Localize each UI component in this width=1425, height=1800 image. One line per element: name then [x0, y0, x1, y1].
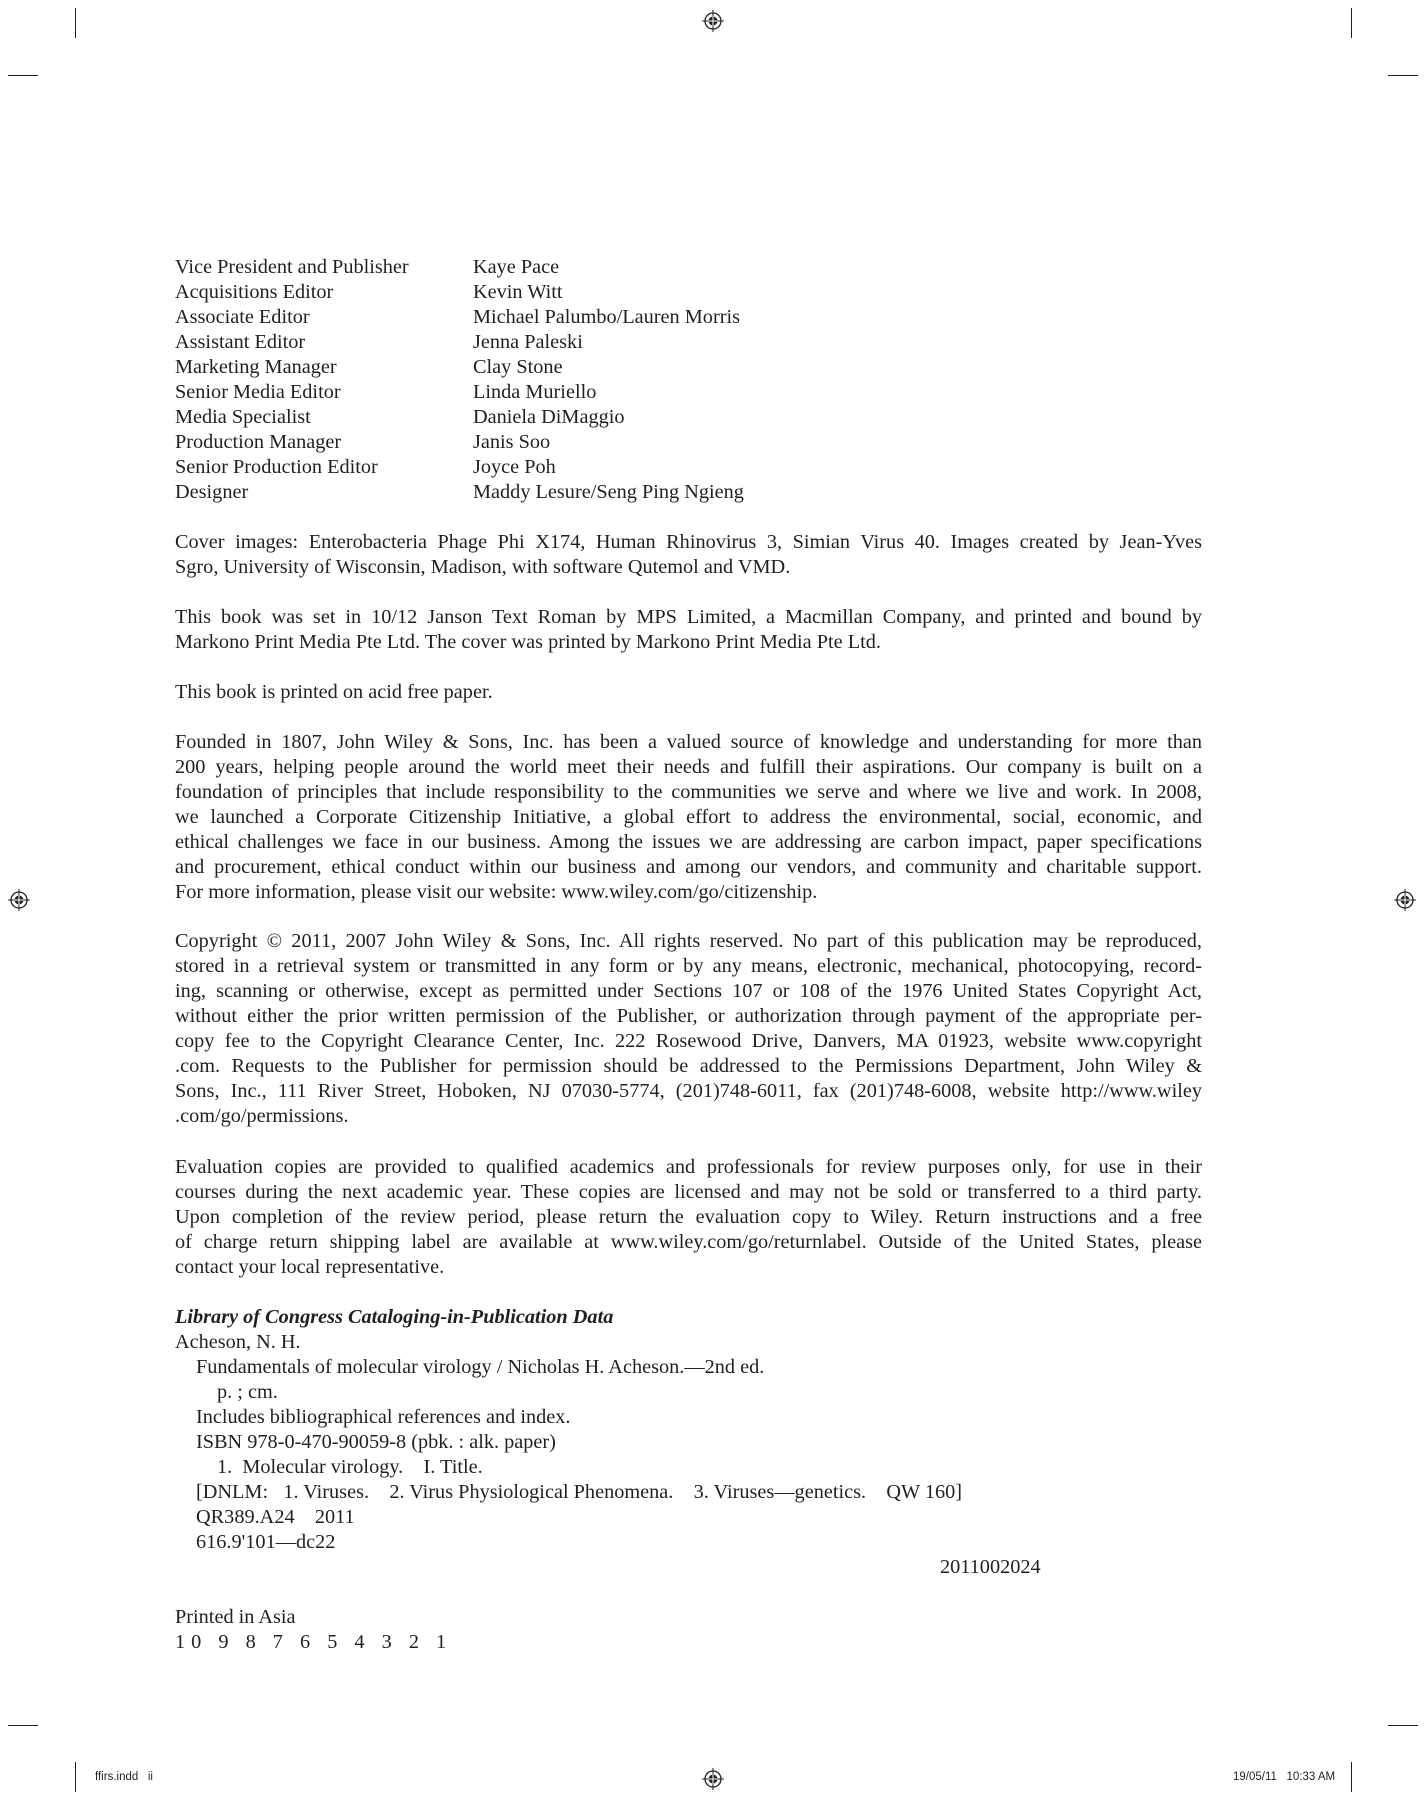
- text-line: contact your local representative.: [175, 1256, 445, 1278]
- text-line: Sgro, University of Wisconsin, Madison, with software Qutemol and VMD.: [175, 556, 791, 578]
- cataloging-in-publication-data: [175, 1305, 1075, 1555]
- text-line: without either the prior written permission of the Publisher, or authorization through payment of the appropriate per-: [175, 1005, 1202, 1027]
- credit-role: Production Manager: [175, 431, 342, 453]
- credit-name: Maddy Lesure/Seng Ping Ngieng: [473, 481, 744, 503]
- cip-subjects: 1. Molecular virology. I. Title.: [217, 1456, 483, 1478]
- text-line: Markono Print Media Pte Ltd. The cover was printed by Markono Print Media Pte Ltd.: [175, 631, 881, 653]
- text-line: Evaluation copies are provided to qualified academics and professionals for review purposes only, for use in their: [175, 1156, 1202, 1178]
- credit-role: Senior Production Editor: [175, 456, 378, 478]
- slug-timestamp: 19/05/11 10:33 AM: [1233, 1771, 1336, 1783]
- credit-name: Jenna Paleski: [473, 331, 583, 353]
- credit-role: Marketing Manager: [175, 356, 337, 378]
- credit-name: Janis Soo: [473, 431, 551, 453]
- credit-row: [175, 355, 744, 380]
- citizenship-paragraph: [175, 730, 1202, 905]
- crop-mark: [75, 8, 76, 38]
- text-line: copy fee to the Copyright Clearance Center, Inc. 222 Rosewood Drive, Danvers, MA 01923, website www.copyright: [175, 1030, 1202, 1052]
- credit-row: [175, 380, 744, 405]
- crop-mark: [1388, 1725, 1418, 1726]
- cip-notes: Includes bibliographical references and index.: [196, 1406, 571, 1428]
- text-line: Cover images: Enterobacteria Phage Phi X174, Human Rhinovirus 3, Simian Virus 40. Images created by Jean-Yves: [175, 531, 1202, 553]
- credit-name: Joyce Poh: [473, 456, 556, 478]
- credit-row: [175, 255, 744, 280]
- printing-info: [175, 1605, 452, 1655]
- text-line: .com/go/permissions.: [175, 1105, 349, 1127]
- slug-filename: ffirs.indd ii: [95, 1771, 153, 1783]
- text-line: Copyright © 2011, 2007 John Wiley & Sons, Inc. All rights reserved. No part of this publication may be reproduced,: [175, 930, 1202, 952]
- crop-mark: [8, 1725, 38, 1726]
- credit-row: [175, 330, 744, 355]
- crop-mark: [75, 1762, 76, 1792]
- credit-row: [175, 305, 744, 330]
- credit-role: Assistant Editor: [175, 331, 306, 353]
- credit-name: Kaye Pace: [473, 256, 560, 278]
- text-line: Founded in 1807, John Wiley & Sons, Inc. has been a valued source of knowledge and understanding for more than: [175, 731, 1202, 753]
- cover-images-paragraph: [175, 530, 1202, 580]
- credit-name: Michael Palumbo/Lauren Morris: [473, 306, 740, 328]
- credit-row: [175, 405, 744, 430]
- text-line: ing, scanning or otherwise, except as permitted under Sections 107 or 108 of the 1976 United States Copyright Act,: [175, 980, 1202, 1002]
- crop-mark: [1351, 8, 1352, 38]
- registration-mark-icon: [8, 889, 30, 911]
- credit-role: Media Specialist: [175, 406, 311, 428]
- credit-role: Acquisitions Editor: [175, 281, 334, 303]
- credit-name: Clay Stone: [473, 356, 563, 378]
- typesetting-paragraph: [175, 605, 1202, 655]
- text-line: Sons, Inc., 111 River Street, Hoboken, NJ 07030-5774, (201)748-6011, fax (201)748-6008, website http://www.wiley: [175, 1080, 1202, 1102]
- credit-role: Vice President and Publisher: [175, 256, 409, 278]
- cip-dewey: 616.9'101—dc22: [196, 1531, 336, 1553]
- printed-in: Printed in Asia: [175, 1606, 296, 1628]
- staff-credits: [175, 255, 744, 505]
- registration-mark-icon: [702, 10, 724, 32]
- registration-mark-icon: [1394, 889, 1416, 911]
- acid-free-note: [175, 680, 1202, 705]
- text-line: we launched a Corporate Citizenship Initiative, a global effort to address the environmental, social, economic, and: [175, 806, 1202, 828]
- print-line: 10 9 8 7 6 5 4 3 2 1: [175, 1631, 453, 1653]
- text-line: .com. Requests to the Publisher for permission should be addressed to the Permissions Department, John Wiley &: [175, 1055, 1202, 1077]
- text-line: foundation of principles that include responsibility to the communities we serve and where we live and work. In 2008,: [175, 781, 1202, 803]
- credit-name: Kevin Witt: [473, 281, 563, 303]
- text-line: Upon completion of the review period, please return the evaluation copy to Wiley. Return instructions and a free: [175, 1206, 1202, 1228]
- credit-role: Senior Media Editor: [175, 381, 341, 403]
- text-line: and procurement, ethical conduct within our business and among our vendors, and community and charitable support.: [175, 856, 1202, 878]
- credit-row: [175, 455, 744, 480]
- crop-mark: [8, 75, 38, 76]
- text-line: 200 years, helping people around the world meet their needs and fulfill their aspirations. Our company is built on a: [175, 756, 1202, 778]
- credit-row: [175, 430, 744, 455]
- text-line: stored in a retrieval system or transmitted in any form or by any means, electronic, mechanical, photocopying, record-: [175, 955, 1202, 977]
- text-line: ethical challenges we face in our business. Among the issues we are addressing are carbon impact, paper specifications: [175, 831, 1202, 853]
- evaluation-paragraph: [175, 1155, 1202, 1280]
- credit-name: Linda Muriello: [473, 381, 597, 403]
- cip-author: Acheson, N. H.: [175, 1331, 301, 1353]
- cip-title: Library of Congress Cataloging-in-Publication Data: [175, 1306, 614, 1328]
- cip-isbn: ISBN 978-0-470-90059-8 (pbk. : alk. paper): [196, 1431, 556, 1453]
- cip-dnlm: [DNLM: 1. Viruses. 2. Virus Physiological Phenomena. 3. Viruses—genetics. QW 160]: [196, 1481, 963, 1503]
- crop-mark: [1388, 75, 1418, 76]
- cip-work: Fundamentals of molecular virology / Nicholas H. Acheson.—2nd ed.: [196, 1356, 765, 1378]
- text-line: This book is printed on acid free paper.: [175, 681, 493, 703]
- registration-mark-icon: [702, 1768, 724, 1790]
- copyright-paragraph: [175, 929, 1202, 1129]
- credit-row: [175, 280, 744, 305]
- text-line: This book was set in 10/12 Janson Text Roman by MPS Limited, a Macmillan Company, and printed and bound by: [175, 606, 1202, 628]
- text-line: courses during the next academic year. These copies are licensed and may not be sold or transferred to a third party.: [175, 1181, 1202, 1203]
- text-line: For more information, please visit our website: www.wiley.com/go/citizenship.: [175, 881, 818, 903]
- text-line: of charge return shipping label are available at www.wiley.com/go/returnlabel. Outside of the United States, please: [175, 1231, 1202, 1253]
- credit-role: Associate Editor: [175, 306, 310, 328]
- credit-role: Designer: [175, 481, 249, 503]
- cip-extent: p. ; cm.: [217, 1381, 278, 1403]
- credit-row: [175, 480, 744, 505]
- cip-lccn: 2011002024: [940, 1556, 1041, 1578]
- crop-mark: [1351, 1762, 1352, 1792]
- cip-lc-class: QR389.A24 2011: [196, 1506, 355, 1528]
- credit-name: Daniela DiMaggio: [473, 406, 625, 428]
